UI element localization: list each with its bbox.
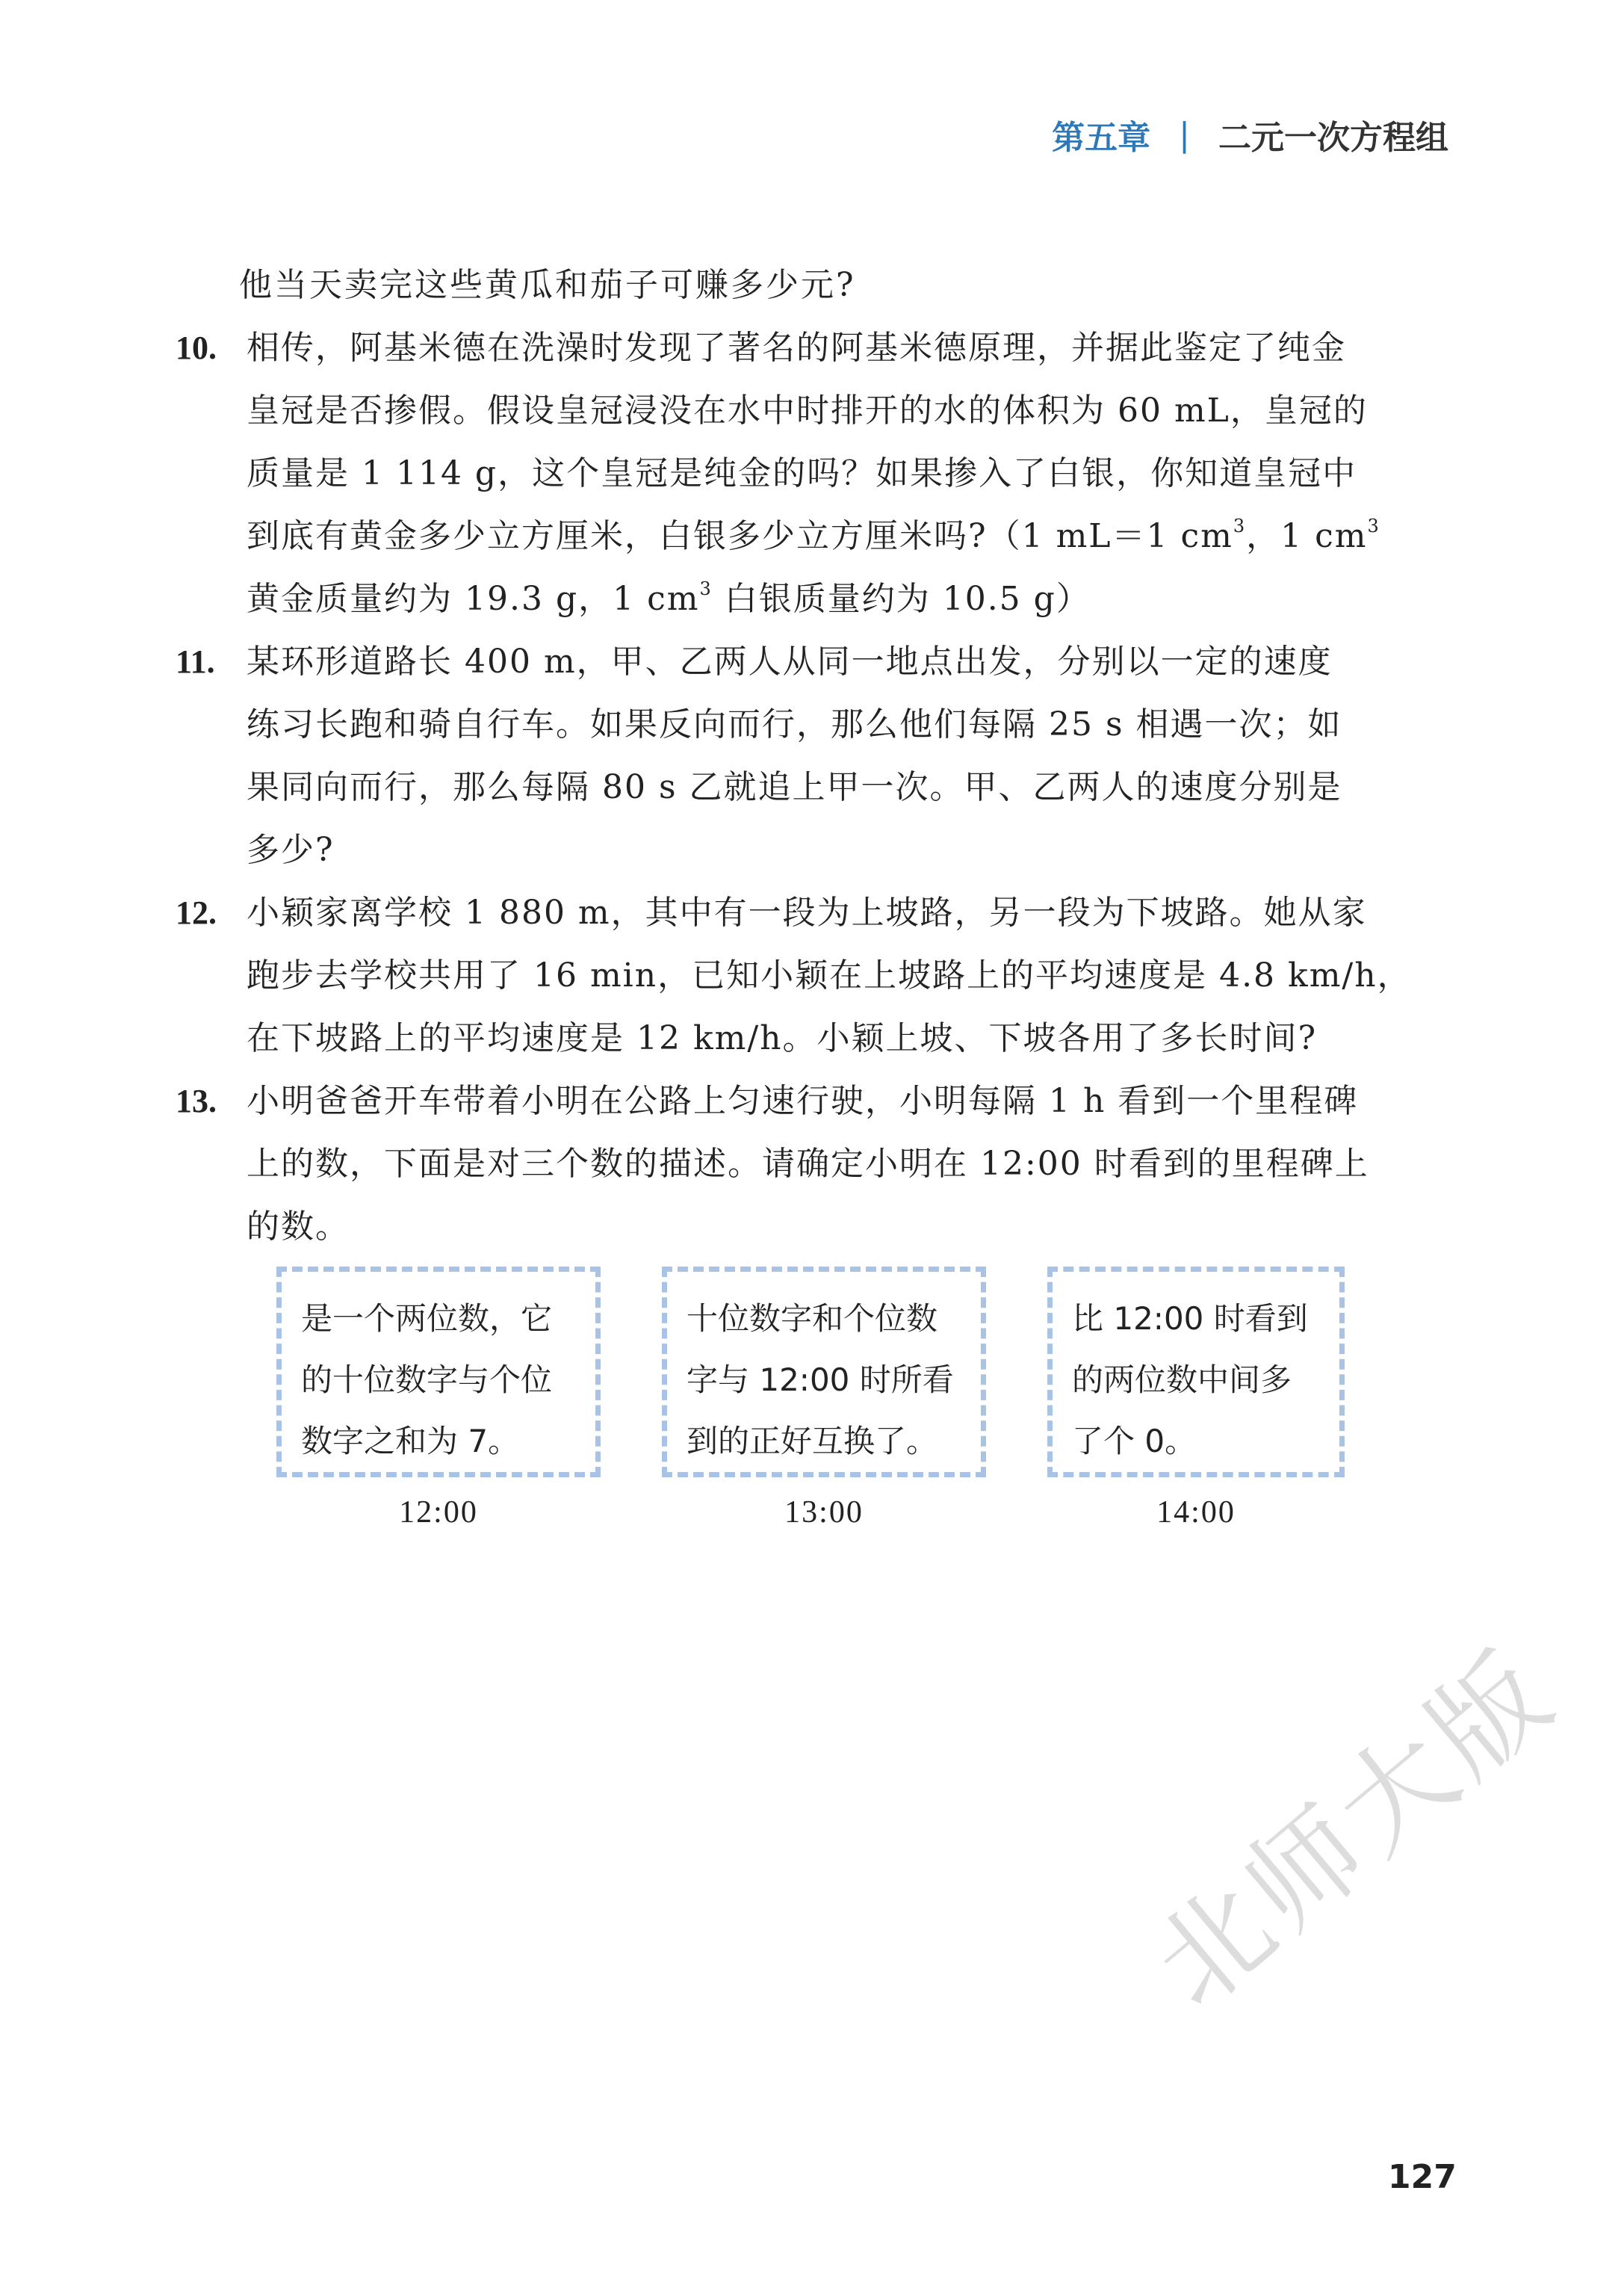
description-box-1400 bbox=[1047, 1267, 1345, 1477]
line-text: ，1 cm bbox=[1246, 517, 1368, 555]
page-content bbox=[168, 254, 1445, 1258]
problem-line: 练习长跑和骑自行车。如果反向而行，那么他们每隔 25 s 相遇一次；如 bbox=[247, 705, 1342, 743]
problem-line: 在下坡路上的平均速度是 12 km/h。小颖上坡、下坡各用了多长时间? bbox=[247, 1019, 1318, 1057]
problem-line: 果同向而行，那么每隔 80 s 乙就追上甲一次。甲、乙两人的速度分别是 bbox=[247, 768, 1342, 806]
chapter-label: 第五章 bbox=[1052, 119, 1151, 157]
problem-line: 的数。 bbox=[247, 1208, 350, 1246]
box-time-label: 12:00 bbox=[399, 1495, 478, 1530]
line-text: 到底有黄金多少立方厘米，白银多少立方厘米吗?（1 mL＝1 cm bbox=[247, 517, 1233, 555]
problem-line: 上的数，下面是对三个数的描述。请确定小明在 12:00 时看到的里程碑上 bbox=[247, 1145, 1369, 1183]
box-line: 字与 12:00 时所看 bbox=[687, 1361, 954, 1398]
chapter-title: 二元一次方程组 bbox=[1218, 119, 1448, 157]
problem-number: 12. bbox=[176, 894, 217, 931]
publisher-watermark: 北师大版 bbox=[1129, 1625, 1580, 2033]
problem-line: 相传，阿基米德在洗澡时发现了著名的阿基米德原理，并据此鉴定了纯金 bbox=[247, 329, 1346, 367]
description-box-1300 bbox=[662, 1267, 986, 1477]
problem-13 bbox=[168, 1070, 1445, 1258]
line-text: 白银质量约为 10.5 g） bbox=[712, 580, 1091, 618]
problem-10 bbox=[168, 317, 1445, 631]
problem-number: 13. bbox=[176, 1083, 217, 1119]
box-line: 是一个两位数，它 bbox=[301, 1300, 553, 1337]
box-line: 的两位数中间多 bbox=[1072, 1361, 1292, 1398]
box-line: 到的正好互换了。 bbox=[687, 1423, 938, 1459]
box-time-label: 14:00 bbox=[1156, 1495, 1236, 1530]
box-line: 十位数字和个位数 bbox=[687, 1300, 938, 1337]
box-line: 的十位数字与个位 bbox=[301, 1361, 553, 1398]
problem-number: 11. bbox=[176, 643, 215, 680]
page-number: 127 bbox=[1388, 2158, 1457, 2196]
problem-line bbox=[247, 568, 1445, 631]
problem-line: 质量是 1 114 g，这个皇冠是纯金的吗？如果掺入了白银，你知道皇冠中 bbox=[247, 454, 1357, 492]
problem-line: 跑步去学校共用了 16 min，已知小颖在上坡路上的平均速度是 4.8 km/h， bbox=[247, 956, 1412, 995]
box-time-label: 13:00 bbox=[784, 1495, 864, 1530]
superscript: 3 bbox=[699, 578, 713, 599]
problem-12 bbox=[168, 882, 1445, 1070]
continuation-line: 他当天卖完这些黄瓜和茄子可赚多少元? bbox=[239, 266, 856, 304]
problem-line: 小明爸爸开车带着小明在公路上匀速行驶，小明每隔 1 h 看到一个里程碑 bbox=[247, 1082, 1359, 1120]
superscript: 3 bbox=[1367, 516, 1380, 537]
box-line: 数字之和为 7。 bbox=[301, 1423, 520, 1459]
superscript: 3 bbox=[1233, 516, 1247, 537]
chapter-header bbox=[1052, 111, 1448, 158]
line-text: 黄金质量约为 19.3 g，1 cm bbox=[247, 580, 700, 618]
description-box-1200 bbox=[276, 1267, 601, 1477]
header-separator: | bbox=[1179, 115, 1190, 154]
problem-line bbox=[247, 505, 1445, 568]
problem-line: 皇冠是否掺假。假设皇冠浸没在水中时排开的水的体积为 60 mL，皇冠的 bbox=[247, 392, 1368, 430]
problem-line: 某环形道路长 400 m，甲、乙两人从同一地点出发，分别以一定的速度 bbox=[247, 643, 1333, 681]
box-line: 比 12:00 时看到 bbox=[1072, 1300, 1308, 1337]
problem-number: 10. bbox=[176, 330, 217, 366]
milestone-descriptions bbox=[276, 1267, 1352, 1551]
problem-11 bbox=[168, 631, 1445, 882]
problem-line: 小颖家离学校 1 880 m，其中有一段为上坡路，另一段为下坡路。她从家 bbox=[247, 894, 1367, 932]
box-line: 了个 0。 bbox=[1072, 1423, 1197, 1459]
problem-line: 多少? bbox=[247, 831, 335, 869]
